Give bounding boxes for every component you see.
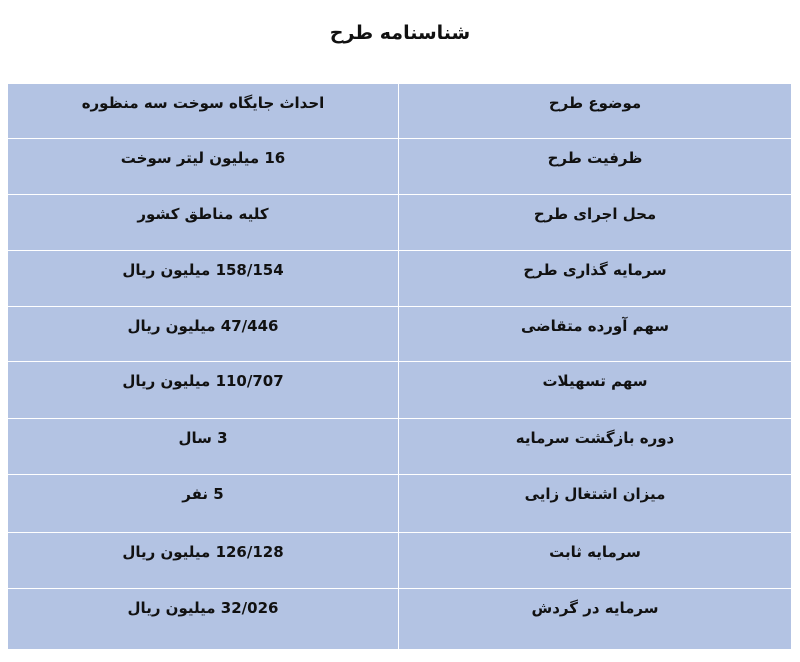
table-cell-label: موضوع طرح — [399, 84, 791, 138]
table-cell-value: 47/446 میلیون ریال — [8, 307, 399, 361]
table-cell-label: میزان اشتغال زایی — [399, 475, 791, 532]
project-info-table — [8, 84, 791, 649]
table-cell-label: سرمایه ثابت — [399, 533, 791, 588]
table-cell-label: سهم آورده متقاضی — [399, 307, 791, 361]
table-cell-label: سرمایه در گردش — [399, 589, 791, 649]
table-cell-value: احداث جایگاه سوخت سه منظوره — [8, 84, 399, 138]
table-cell-value: 158/154 میلیون ریال — [8, 251, 399, 306]
table-cell-label: دوره بازگشت سرمایه — [399, 419, 791, 474]
page-title: شناسنامه طرح — [329, 22, 471, 44]
table-cell-value: 3 سال — [8, 419, 399, 474]
table-cell-value: 32/026 میلیون ریال — [8, 589, 399, 649]
table-cell-label: محل اجرای طرح — [399, 195, 791, 250]
table-cell-label: ظرفیت طرح — [399, 139, 791, 194]
table-cell-value: 110/707 میلیون ریال — [8, 362, 399, 418]
table-cell-value: کلیه مناطق کشور — [8, 195, 399, 250]
table-cell-label: سهم تسهیلات — [399, 362, 791, 418]
table-cell-value: 16 میلیون لیتر سوخت — [8, 139, 399, 194]
table-cell-label: سرمایه گذاری طرح — [399, 251, 791, 306]
table-cell-value: 5 نفر — [8, 475, 399, 532]
table-cell-value: 126/128 میلیون ریال — [8, 533, 399, 588]
